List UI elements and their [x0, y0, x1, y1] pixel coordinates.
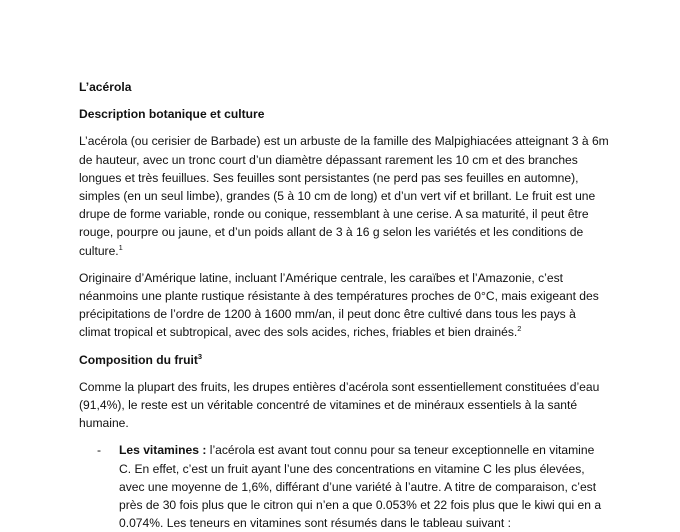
paragraph-text: Originaire d’Amérique latine, incluant l’Amérique centrale, les caraïbes et l’Amazonie, c’est néanmoins une plante rustique résistante à des températures proches de 0°C, mais exigeant des précipitations de l’ordre de 1200 à 1600 mm/an, il peut donc être cultivé dans tous les pays à climat tropical et subtropical, avec des sols acides, riches, friables et bien drainés.: [79, 270, 599, 340]
list-item-vitamins: [79, 441, 609, 532]
footnote-ref-3[interactable]: 3: [197, 351, 203, 361]
paragraph-origin-culture: [79, 269, 609, 342]
section-heading-description: Description botanique et culture: [79, 107, 265, 122]
bullet-text-vitamins: l’acérola est avant tout connu pour sa teneur exceptionnelle en vitamine C. En effet, c’est un fruit ayant l’une des concentrations en vitamine C les plus élevées, avec une moyenne de 1,6%, différant d’une variété à l’autre. A titre de comparaison, c’est près de 30 fois plus que le citron qui n’en a que 0.053% et 22 fois plus que le kiwi qui en a 0.074%. Les teneurs en vitamines sont résumés dans le tableau suivant :: [119, 443, 602, 531]
paragraph-text: L’acérola (ou cerisier de Barbade) est un arbuste de la famille des Malpighiacées atteignant 3 à 6m de hauteur, avec un tronc court d’un diamètre dépassant rarement les 10 cm et des branches longues et très feuillues. Ses feuilles sont persistantes (ne perd pas ses feuilles en automne), simples (en un seul limbe), grandes (5 à 10 cm de long) et d’un vert vif et brillant. Le fruit est une drupe de forme variable, ronde ou conique, ressemblant à une cerise. A sa maturité, il peut être rouge, pourpre ou jaune, et d’un poids allant de 3 à 16 g selon les variétés et les conditions de culture.: [79, 134, 609, 258]
bullet-list: [79, 441, 609, 532]
footnote-ref-1[interactable]: 1: [118, 242, 123, 252]
paragraph-botanical-description: [79, 132, 609, 259]
document-title: L’acérola: [79, 80, 132, 94]
bullet-dash: -: [97, 443, 102, 458]
bullet-lead-vitamins: Les vitamines :: [119, 443, 207, 458]
paragraph-composition-intro: Comme la plupart des fruits, les drupes entières d’acérola sont essentiellement constituées d’eau (91,4%), le reste est un véritable concentré de vitamines et de minéraux essentiels à la santé humaine.: [79, 379, 600, 431]
footnote-ref-2[interactable]: 2: [517, 324, 522, 334]
document-body: [79, 78, 609, 532]
section-heading-composition: [79, 351, 609, 369]
heading-text: Composition du fruit: [79, 352, 198, 367]
